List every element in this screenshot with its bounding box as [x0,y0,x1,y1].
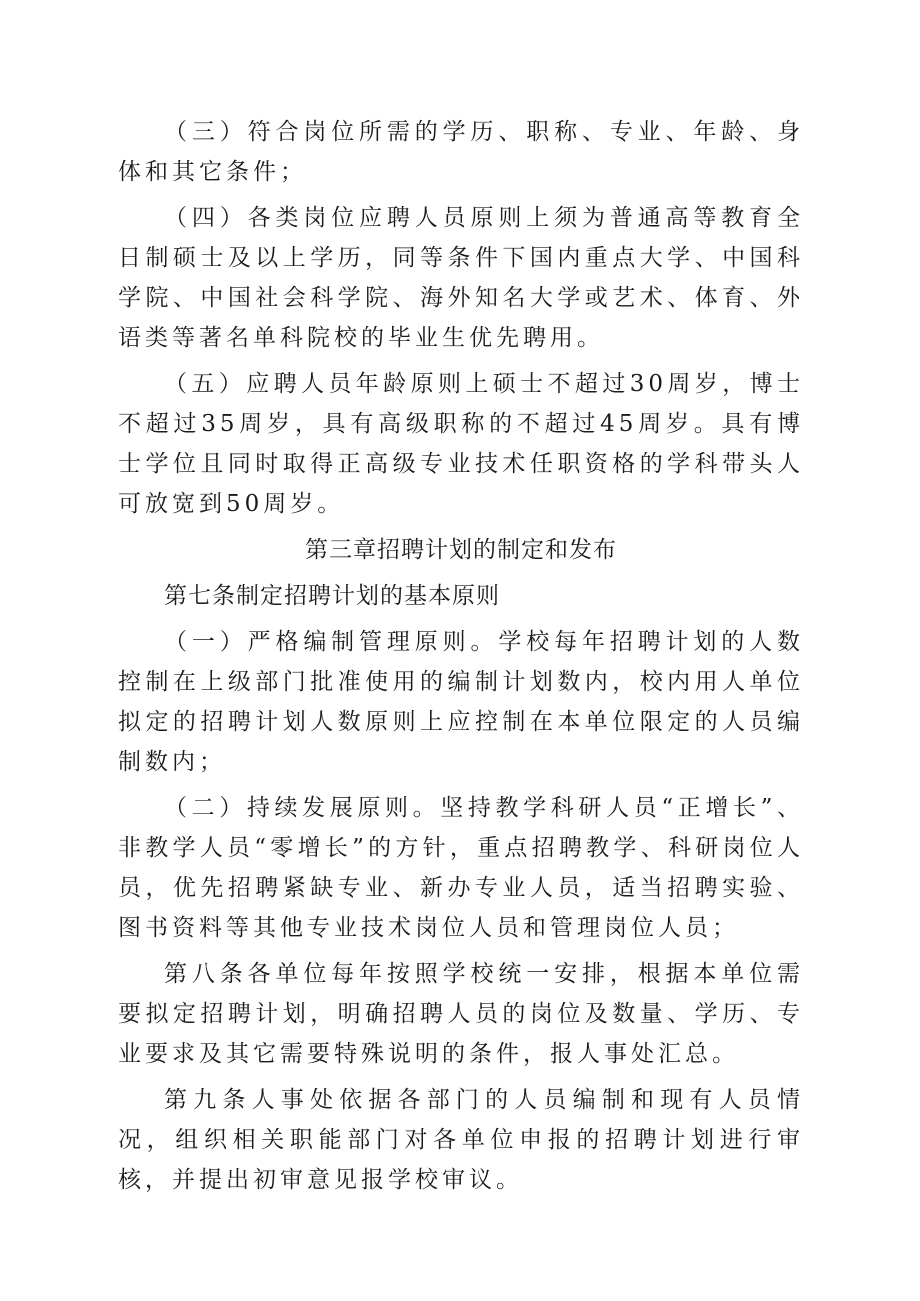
document-page [118,112,804,1206]
paragraph-item-4: （四）各类岗位应聘人员原则上须为普通高等教育全日制硕士及以上学历，同等条件下国内重点大学、中国科学院、中国社会科学院、海外知名大学或艺术、体育、外语类等著名单科院校的毕业生优先聘用。 [118,205,804,351]
paragraph-item-3: （三）符合岗位所需的学历、职称、专业、年龄、身体和其它条件； [118,119,804,185]
article-7-title: 第七条制定招聘计划的基本原则 [164,583,500,609]
chapter-heading: 第三章招聘计划的制定和发布 [305,537,617,563]
article-7-item-1: （一）严格编制管理原则。学校每年招聘计划的人数控制在上级部门批准使用的编制计划数内，校内用人单位拟定的招聘计划人数原则上应控制在本单位限定的人员编制数内； [118,629,804,775]
paragraph-item-5: （五）应聘人员年龄原则上硕士不超过30周岁，博士不超过35周岁，具有高级职称的不超过45周岁。具有博士学位且同时取得正高级专业技术任职资格的学科带头人可放宽到50周岁。 [118,371,804,517]
article-8: 第八条各单位每年按照学校统一安排，根据本单位需要拟定招聘计划，明确招聘人员的岗位及数量、学历、专业要求及其它需要特殊说明的条件，报人事处汇总。 [118,961,804,1067]
article-7-item-2: （二）持续发展原则。坚持教学科研人员“正增长”、非教学人员“零增长”的方针，重点招聘教学、科研岗位人员，优先招聘紧缺专业、新办专业人员，适当招聘实验、图书资料等其他专业技术岗位人员和管理岗位人员； [118,795,804,941]
article-9: 第九条人事处依据各部门的人员编制和现有人员情况，组织相关职能部门对各单位申报的招聘计划进行审核，并提出初审意见报学校审议。 [118,1087,804,1193]
